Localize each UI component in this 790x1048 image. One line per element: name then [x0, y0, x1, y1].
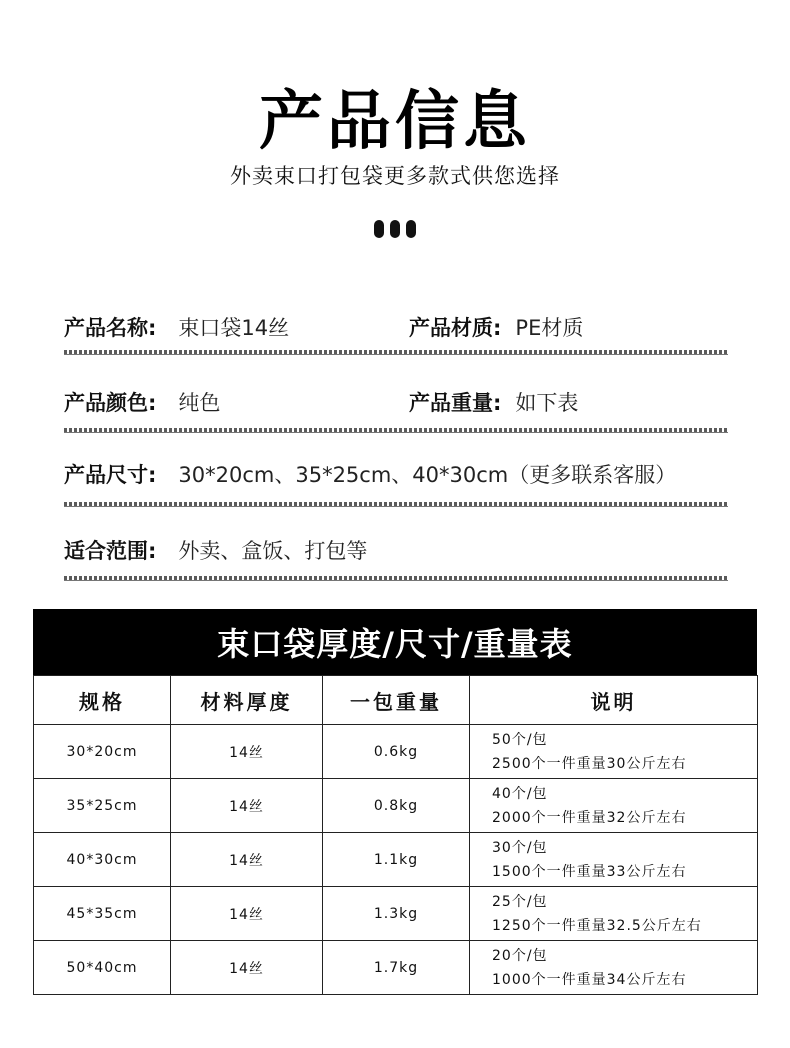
- cell-weight: 0.8kg: [323, 779, 470, 833]
- desc-line-2: 1000个一件重量34公斤左右: [492, 971, 687, 988]
- cell-spec: 50*40cm: [34, 941, 171, 995]
- table-row: [34, 833, 758, 887]
- info-row-color: [64, 382, 728, 422]
- info-row-size: [64, 454, 728, 494]
- header-desc: 说明: [470, 676, 758, 725]
- divider: [64, 428, 728, 433]
- table-row: [34, 887, 758, 941]
- scope-value: 外卖、盒饭、打包等: [178, 539, 368, 563]
- cell-desc: [470, 833, 758, 887]
- desc-line-2: 1250个一件重量32.5公斤左右: [492, 917, 702, 934]
- table-header-row: [34, 676, 758, 725]
- cell-spec: 45*35cm: [34, 887, 171, 941]
- divider: [64, 350, 728, 355]
- color-value: 纯色: [178, 391, 221, 415]
- material-value: PE材质: [515, 316, 584, 340]
- header-spec: 规格: [34, 676, 171, 725]
- cell-desc: [470, 941, 758, 995]
- cell-weight: 1.1kg: [323, 833, 470, 887]
- header-weight: 一包重量: [323, 676, 470, 725]
- cell-desc: [470, 887, 758, 941]
- cell-desc: [470, 725, 758, 779]
- cell-thickness: 14丝: [171, 779, 323, 833]
- size-value: 30*20cm、35*25cm、40*30cm（更多联系客服）: [178, 463, 677, 487]
- table-row: [34, 779, 758, 833]
- cell-desc: [470, 779, 758, 833]
- desc-line-1: 25个/包: [492, 893, 548, 910]
- cell-spec: 40*30cm: [34, 833, 171, 887]
- desc-line-2: 2000个一件重量32公斤左右: [492, 809, 687, 826]
- spec-table: [33, 675, 758, 995]
- desc-line-2: 2500个一件重量30公斤左右: [492, 755, 687, 772]
- name-value: 束口袋14丝: [178, 316, 290, 340]
- cell-thickness: 14丝: [171, 941, 323, 995]
- size-label: 产品尺寸:: [64, 463, 157, 487]
- spec-table-section: [33, 609, 757, 995]
- material-label: 产品材质:: [409, 316, 502, 340]
- page-subtitle: 外卖束口打包袋更多款式供您选择: [230, 164, 560, 188]
- page-title: 产品信息: [259, 85, 531, 159]
- decorative-dots: [0, 220, 790, 238]
- scope-label: 适合范围:: [64, 539, 157, 563]
- cell-spec: 35*25cm: [34, 779, 171, 833]
- cell-weight: 1.7kg: [323, 941, 470, 995]
- desc-line-2: 1500个一件重量33公斤左右: [492, 863, 687, 880]
- weight-label: 产品重量:: [409, 391, 502, 415]
- cell-thickness: 14丝: [171, 725, 323, 779]
- cell-weight: 0.6kg: [323, 725, 470, 779]
- desc-line-1: 40个/包: [492, 785, 548, 802]
- cell-weight: 1.3kg: [323, 887, 470, 941]
- cell-thickness: 14丝: [171, 833, 323, 887]
- table-row: [34, 725, 758, 779]
- table-row: [34, 941, 758, 995]
- desc-line-1: 30个/包: [492, 839, 548, 856]
- desc-line-1: 50个/包: [492, 731, 548, 748]
- cell-spec: 30*20cm: [34, 725, 171, 779]
- header-thickness: 材料厚度: [171, 676, 323, 725]
- divider: [64, 502, 728, 507]
- color-label: 产品颜色:: [64, 391, 157, 415]
- dot-icon: [374, 220, 384, 238]
- dot-icon: [406, 220, 416, 238]
- table-title: 束口袋厚度/尺寸/重量表: [33, 609, 757, 675]
- divider: [64, 576, 728, 581]
- cell-thickness: 14丝: [171, 887, 323, 941]
- desc-line-1: 20个/包: [492, 947, 548, 964]
- weight-value: 如下表: [515, 391, 579, 415]
- name-label: 产品名称:: [64, 316, 157, 340]
- info-row-name: [64, 307, 728, 347]
- info-row-scope: [64, 530, 728, 570]
- dot-icon: [390, 220, 400, 238]
